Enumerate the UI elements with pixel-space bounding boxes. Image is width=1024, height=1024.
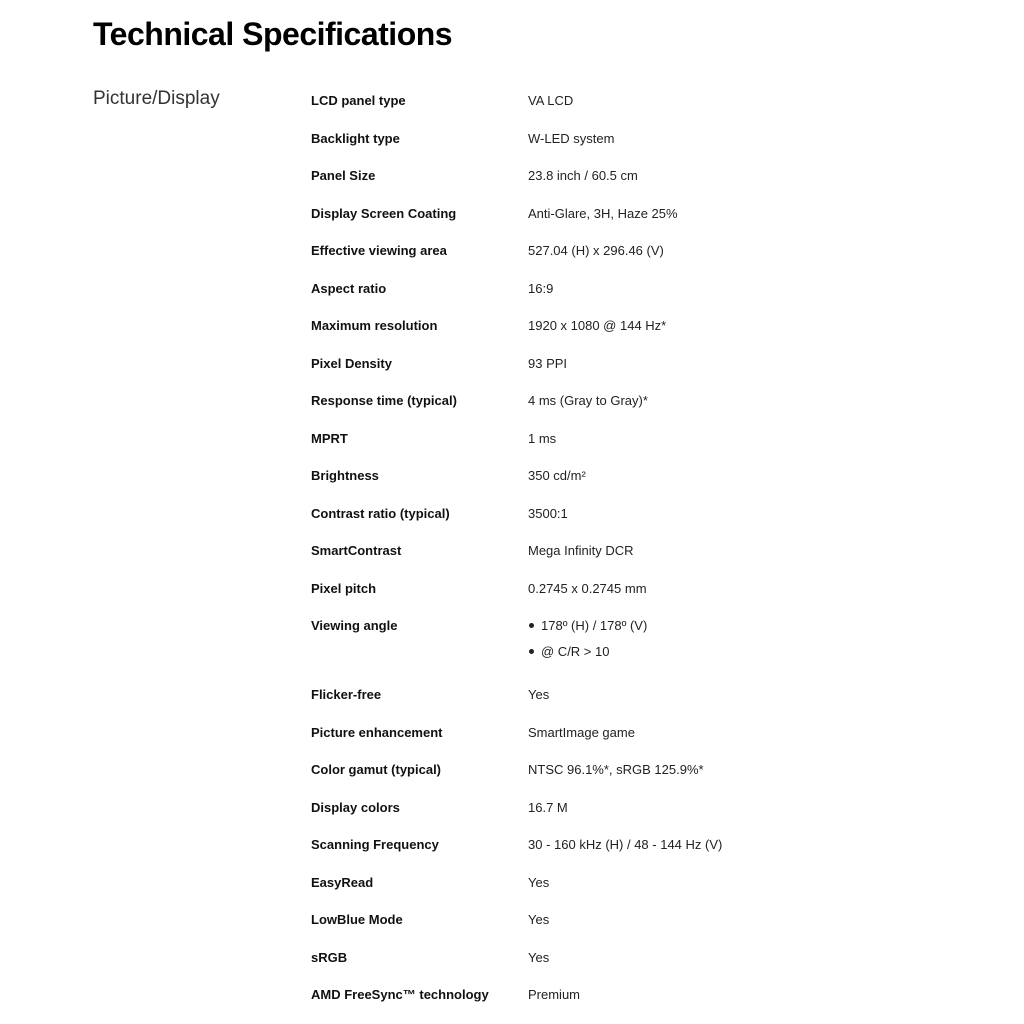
spec-value: Yes [528, 687, 550, 702]
spec-label: Aspect ratio [311, 280, 387, 296]
spec-label: AMD FreeSync™ technology [311, 987, 489, 1002]
page-title: Technical Specifications [93, 16, 453, 52]
spec-label: Backlight type [311, 130, 400, 146]
spec-value: 93 PPI [528, 355, 568, 371]
spec-row [311, 976, 951, 1014]
spec-label: Effective viewing area [311, 243, 447, 258]
spec-row [311, 864, 951, 902]
spec-row [311, 939, 951, 977]
spec-value: 1 ms [528, 430, 557, 446]
spec-label: Response time (typical) [311, 393, 457, 408]
spec-value: Premium [528, 987, 581, 1002]
spec-value: 30 - 160 kHz (H) / 48 - 144 Hz (V) [528, 837, 723, 852]
spec-row [311, 420, 951, 458]
spec-label: Picture enhancement [311, 724, 443, 740]
spec-row [311, 532, 951, 570]
spec-label: SmartContrast [311, 543, 402, 558]
spec-label: Color gamut (typical) [311, 762, 442, 777]
spec-value: 1920 x 1080 @ 144 Hz* [528, 318, 667, 333]
spec-label: Maximum resolution [311, 318, 438, 333]
spec-row [311, 714, 951, 752]
spec-value: 16:9 [528, 280, 554, 296]
spec-table-body [311, 82, 951, 1014]
spec-value: Yes [528, 874, 550, 890]
spec-row [311, 457, 951, 495]
spec-value: Anti-Glare, 3H, Haze 25% [528, 205, 678, 221]
spec-value: Mega Infinity DCR [528, 543, 634, 558]
spec-label: Viewing angle [311, 618, 398, 633]
spec-row [311, 607, 951, 676]
spec-row [311, 676, 951, 714]
spec-row [311, 570, 951, 608]
spec-label: Contrast ratio (typical) [311, 505, 450, 521]
spec-label: EasyRead [311, 874, 374, 890]
spec-label: Flicker-free [311, 687, 382, 702]
spec-row [311, 120, 951, 158]
spec-value: NTSC 96.1%*, sRGB 125.9%* [528, 762, 704, 777]
bullet-item: 178º (H) / 178º (V) [528, 613, 951, 639]
spec-value: 3500:1 [528, 505, 568, 521]
spec-label: LowBlue Mode [311, 912, 403, 927]
spec-row [311, 270, 951, 308]
spec-label: Display Screen Coating [311, 205, 457, 221]
spec-value: W-LED system [528, 130, 615, 146]
spec-row [311, 751, 951, 789]
spec-label: MPRT [311, 430, 348, 446]
spec-row [311, 901, 951, 939]
spec-value: Yes [528, 949, 550, 965]
spec-label: sRGB [311, 949, 348, 965]
spec-label: Brightness [311, 468, 379, 483]
spec-row [311, 232, 951, 270]
spec-label: Pixel pitch [311, 580, 377, 596]
spec-value: 4 ms (Gray to Gray)* [528, 393, 648, 408]
spec-label: Pixel Density [311, 355, 392, 371]
spec-label: LCD panel type [311, 93, 406, 108]
spec-value-list [528, 607, 951, 676]
spec-row [311, 382, 951, 420]
spec-value: 23.8 inch / 60.5 cm [528, 168, 638, 183]
spec-row [311, 82, 951, 120]
spec-row [311, 826, 951, 864]
spec-value: 16.7 M [528, 799, 568, 815]
bullet-item: @ C/R > 10 [528, 639, 951, 665]
spec-value: Yes [528, 912, 550, 927]
spec-label: Scanning Frequency [311, 837, 439, 852]
spec-value: SmartImage game [528, 724, 635, 740]
spec-table [311, 82, 951, 1014]
spec-row [311, 195, 951, 233]
spec-label: Display colors [311, 799, 400, 815]
spec-value: VA LCD [528, 93, 574, 108]
spec-row [311, 495, 951, 533]
spec-value: 0.2745 x 0.2745 mm [528, 580, 647, 596]
spec-row [311, 789, 951, 827]
spec-row [311, 307, 951, 345]
spec-value: 350 cd/m² [528, 468, 586, 483]
spec-label: Panel Size [311, 168, 376, 183]
spec-value: 527.04 (H) x 296.46 (V) [528, 243, 664, 258]
spec-row [311, 157, 951, 195]
section-title: Picture/Display [93, 88, 220, 109]
bullet-list [528, 613, 951, 664]
spec-row [311, 345, 951, 383]
